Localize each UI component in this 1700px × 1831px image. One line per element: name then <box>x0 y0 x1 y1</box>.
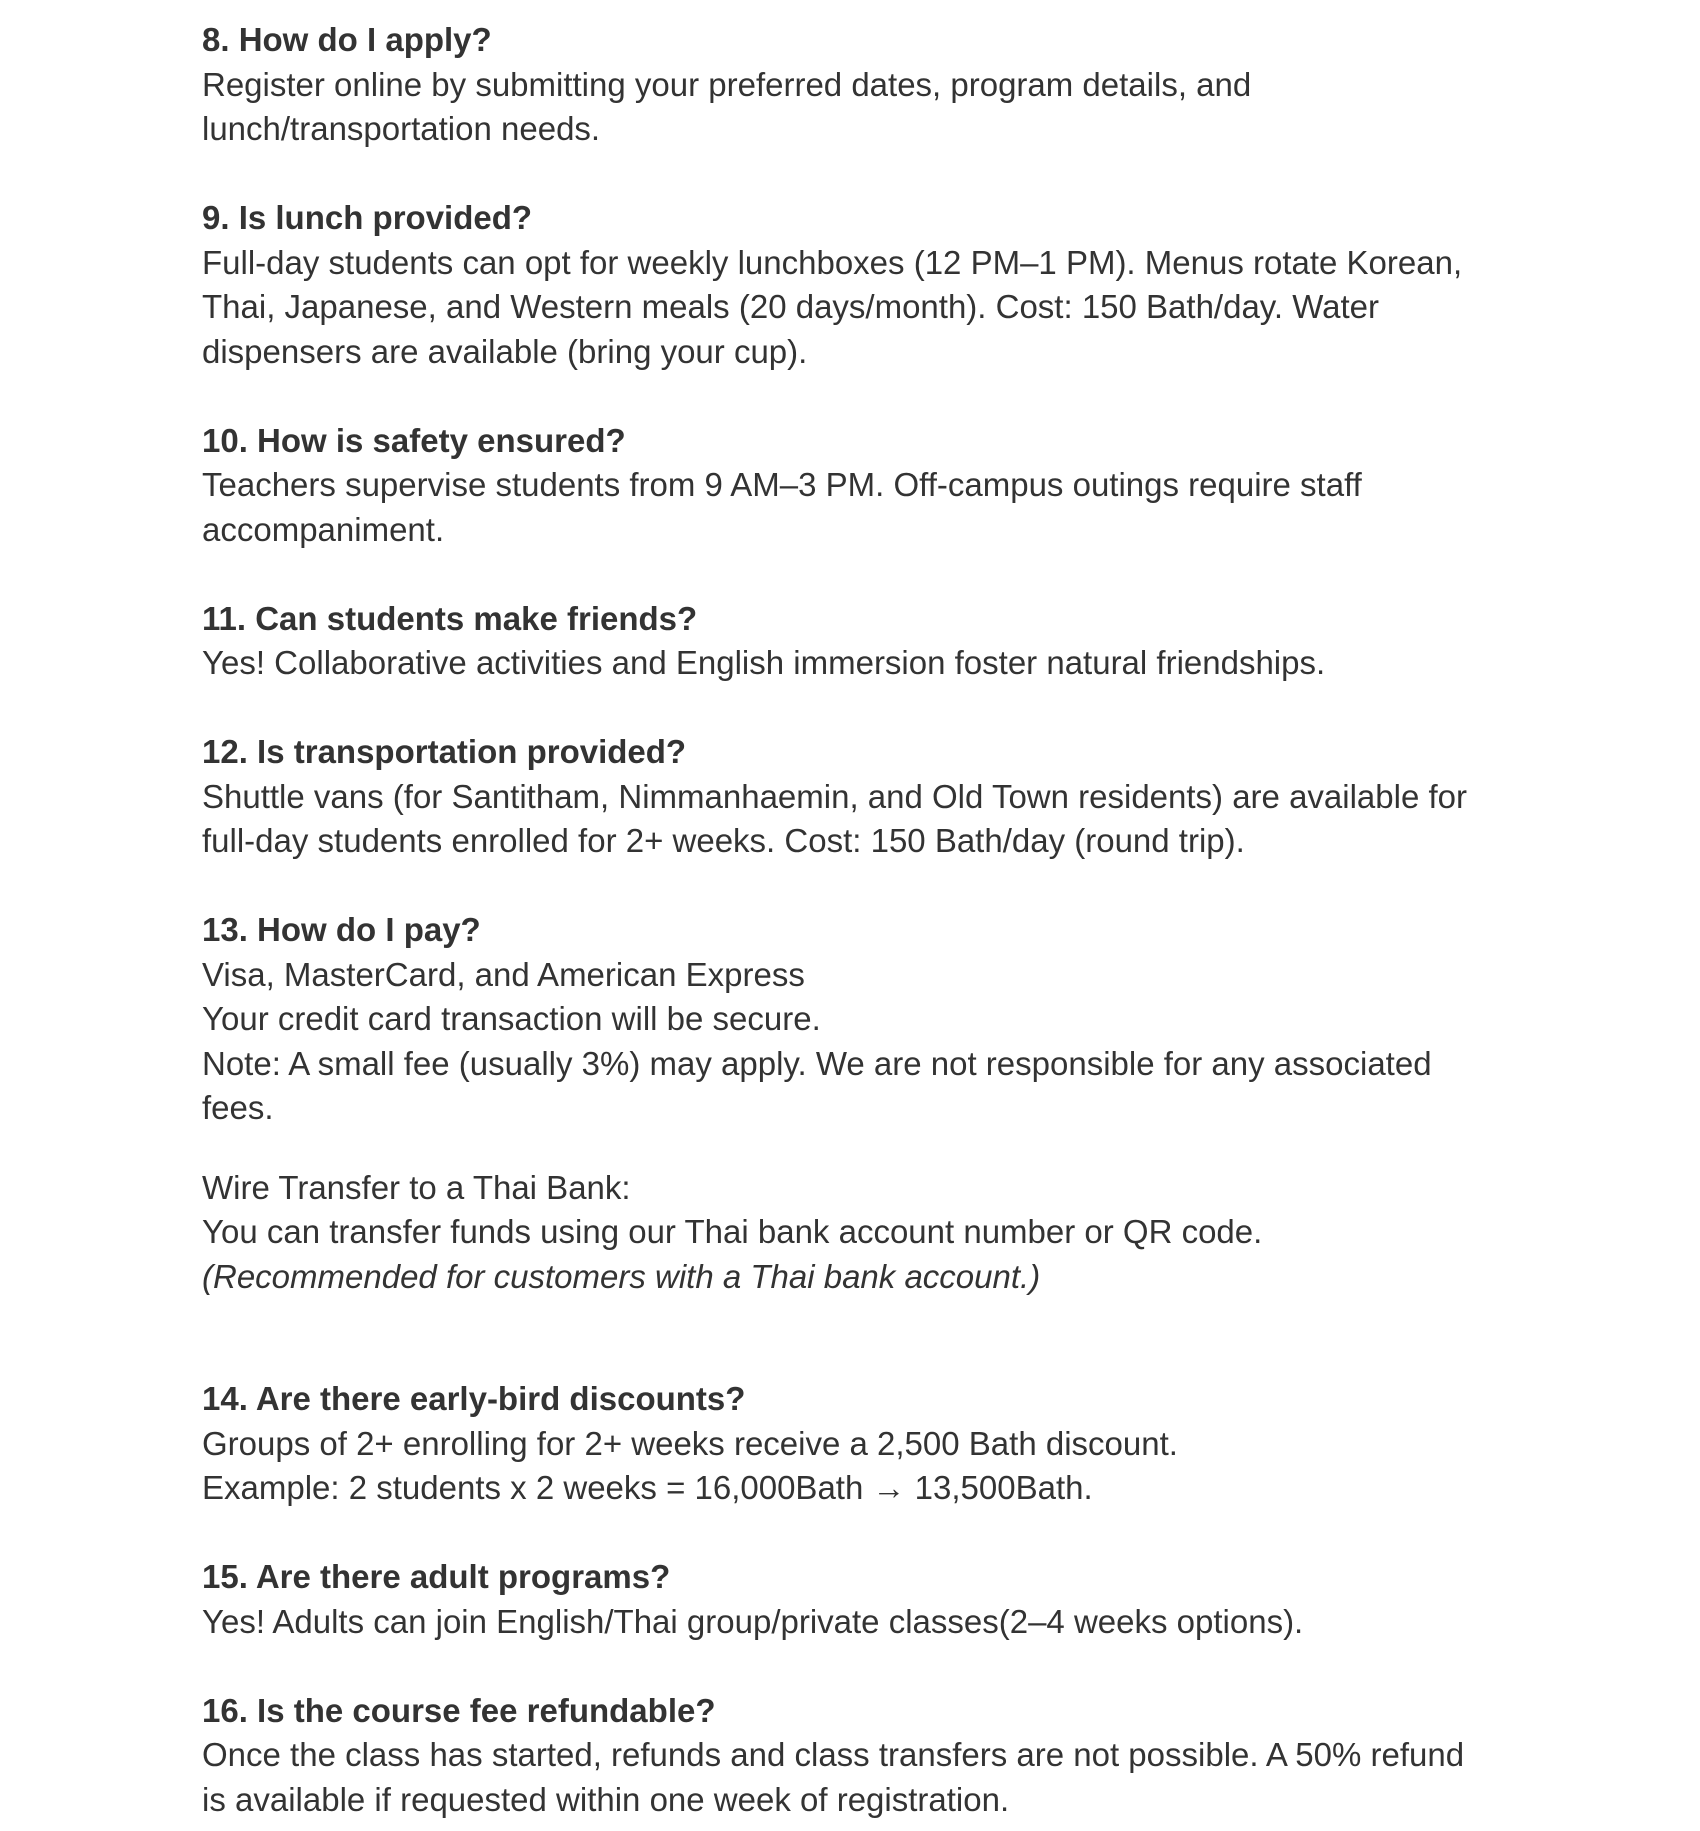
faq-answer-line: Shuttle vans (for Santitham, Nimmanhaemin, and Old Town residents) are available for <box>202 777 1468 815</box>
faq-answer-line: Your credit card transaction will be secure. <box>202 1000 821 1037</box>
faq-answer-line: Full-day students can opt for weekly lunchboxes (12 PM–1 PM). Menus rotate Korean, <box>202 243 1463 281</box>
spacer <box>202 686 1522 731</box>
faq-answer-line: dispensers are available (bring your cup). <box>202 332 808 370</box>
faq-question: 14. Are there early-bird discounts? <box>202 1380 746 1417</box>
faq-question: 11. Can students make friends? <box>202 599 698 637</box>
faq-question: 9. Is lunch provided? <box>202 199 533 236</box>
faq-question: 16. Is the course fee refundable? <box>202 1691 716 1729</box>
faq-item-apply <box>202 0 1522 152</box>
faq-answer-line: Yes! Collaborative activities and English immersion foster natural friendships. <box>202 644 1326 681</box>
faq-answer-line: accompaniment. <box>202 510 445 548</box>
faq-question: 15. Are there adult programs? <box>202 1558 671 1595</box>
faq-item-friends <box>202 597 1522 686</box>
faq-item-discounts <box>202 1377 1522 1511</box>
faq-item-safety <box>202 419 1522 553</box>
faq-answer-line: Yes! Adults can join English/Thai group/private classes(2–4 weeks options). <box>202 1602 1304 1640</box>
spacer <box>202 864 1522 909</box>
faq-item-refund <box>202 1689 1522 1823</box>
faq-answer-line: Teachers supervise students from 9 AM–3 PM. Off-campus outings require staff <box>202 466 1362 503</box>
faq-document <box>202 0 1522 1822</box>
faq-question: 10. How is safety ensured? <box>202 421 626 459</box>
spacer <box>202 552 1522 597</box>
spacer <box>202 1299 1522 1377</box>
faq-item-payment <box>202 908 1522 1299</box>
faq-answer-line: fees. <box>202 1089 274 1126</box>
faq-answer-line: Example: 2 students x 2 weeks = 16,000Bath → 13,500Bath. <box>202 1469 1093 1506</box>
wire-transfer-line: You can transfer funds using our Thai bank account number or QR code. <box>202 1213 1263 1250</box>
spacer <box>202 152 1522 197</box>
faq-answer-line: Thai, Japanese, and Western meals (20 days/month). Cost: 150 Bath/day. Water <box>202 288 1379 325</box>
wire-transfer-note: (Recommended for customers with a Thai bank account.) <box>202 1257 1041 1295</box>
faq-answer-line: Note: A small fee (usually 3%) may apply. We are not responsible for any associated <box>202 1044 1432 1082</box>
spacer <box>202 374 1522 419</box>
faq-answer-line: Visa, MasterCard, and American Express <box>202 955 805 993</box>
spacer <box>202 1644 1522 1689</box>
faq-question: 12. Is transportation provided? <box>202 733 687 770</box>
wire-transfer-line: Wire Transfer to a Thai Bank: <box>202 1168 631 1206</box>
faq-answer-line: lunch/transportation needs. <box>202 110 601 147</box>
faq-answer-line: Register online by submitting your preferred dates, program details, and <box>202 65 1252 103</box>
faq-answer-line: full-day students enrolled for 2+ weeks. Cost: 150 Bath/day (round trip). <box>202 822 1245 859</box>
spacer <box>202 1511 1522 1556</box>
faq-question: 13. How do I pay? <box>202 911 481 948</box>
faq-item-transportation <box>202 730 1522 864</box>
faq-item-adult-programs <box>202 1555 1522 1644</box>
faq-answer-line: Groups of 2+ enrolling for 2+ weeks receive a 2,500 Bath discount. <box>202 1424 1178 1462</box>
faq-question: 8. How do I apply? <box>202 21 492 58</box>
spacer <box>202 1131 1522 1166</box>
faq-item-lunch <box>202 196 1522 374</box>
faq-answer-line: is available if requested within one week of registration. <box>202 1780 1010 1818</box>
faq-answer-line: Once the class has started, refunds and class transfers are not possible. A 50% refund <box>202 1736 1465 1773</box>
